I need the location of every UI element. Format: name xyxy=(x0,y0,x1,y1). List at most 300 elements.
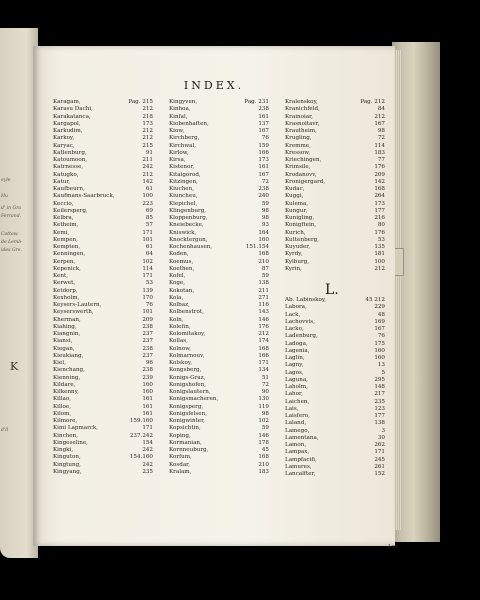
entry-page: 134 xyxy=(258,367,269,374)
entry-name: Kirlow, xyxy=(169,149,189,156)
index-entry xyxy=(169,143,269,150)
index-entry xyxy=(53,353,153,360)
entry-page: 13 xyxy=(377,362,385,369)
entry-name: Knocktergun, xyxy=(169,236,208,243)
entry-page: 114 xyxy=(142,265,153,272)
index-entry xyxy=(169,215,269,222)
index-entry xyxy=(169,454,269,461)
entry-page: 100 xyxy=(142,193,153,200)
entry-page: 215 xyxy=(142,142,153,149)
index-entry xyxy=(285,413,385,420)
entry-name: Kofel, xyxy=(169,273,186,279)
index-entry xyxy=(169,462,269,469)
entry-page: 51 xyxy=(261,374,269,381)
entry-name: Kinfal, xyxy=(169,113,188,120)
entry-page: 142 xyxy=(142,178,153,185)
entry-name: Kunigling, xyxy=(285,215,315,221)
entry-name: Kungur, xyxy=(285,207,308,214)
index-entry xyxy=(169,266,269,273)
entry-page: 167 xyxy=(374,326,385,332)
entry-page: 160 xyxy=(142,389,153,395)
entry-name: Katrnesse, xyxy=(53,164,84,171)
entry-page: 223 xyxy=(142,200,153,207)
entry-name: Laguna, xyxy=(285,376,308,383)
entry-name: Ladoga, xyxy=(285,340,308,347)
index-entry xyxy=(169,317,269,324)
entry-name: Kuggi, xyxy=(285,193,304,200)
index-entry xyxy=(285,172,385,179)
entry-page: 171 xyxy=(258,360,269,366)
entry-name: Kent, xyxy=(53,273,68,279)
catchword: Lan xyxy=(388,544,398,550)
index-entry xyxy=(53,375,153,382)
index-entry xyxy=(285,399,385,406)
entry-page: 212 xyxy=(142,171,153,178)
index-entry xyxy=(53,164,153,171)
index-entry xyxy=(169,186,269,193)
entry-name: Kolnow, xyxy=(169,345,192,352)
index-entry xyxy=(285,435,385,442)
entry-name: Lamego, xyxy=(285,427,310,434)
entry-page: 154.160 xyxy=(129,454,153,461)
index-entry xyxy=(53,106,153,113)
entry-page: 167 xyxy=(258,128,269,134)
index-entry xyxy=(169,389,269,396)
entry-name: Koln, xyxy=(169,316,184,323)
index-entry xyxy=(53,454,153,461)
index-entry xyxy=(285,297,385,304)
entry-name: Kolmarnouv, xyxy=(169,352,205,359)
page-title: INDEX. xyxy=(183,79,245,92)
index-entry xyxy=(53,302,153,309)
index-entry xyxy=(285,420,385,427)
index-entry xyxy=(169,346,269,353)
index-entry xyxy=(53,230,153,237)
index-entry xyxy=(285,266,385,273)
index-entry xyxy=(285,208,385,215)
entry-page: 178 xyxy=(258,439,269,446)
entry-name: Lamures, xyxy=(285,463,312,470)
index-entry xyxy=(285,179,385,186)
entry-name: Kingtung, xyxy=(53,461,81,468)
index-entry xyxy=(53,266,153,273)
entry-page: 171 xyxy=(142,425,153,432)
index-entry xyxy=(53,324,153,331)
index-entry xyxy=(285,341,385,348)
entry-name: Kuyuder, xyxy=(285,244,311,250)
index-entry xyxy=(285,370,385,377)
entry-page: 77 xyxy=(377,157,385,163)
entry-name: Katoumoon, xyxy=(53,157,88,163)
index-entry xyxy=(285,143,385,150)
entry-page: 168 xyxy=(258,345,269,352)
entry-page: 93 xyxy=(261,222,269,229)
index-entry xyxy=(169,164,269,171)
entry-page: 176 xyxy=(374,229,385,236)
entry-name: Konigsfelsen, xyxy=(169,410,207,417)
entry-page: 174 xyxy=(258,338,269,345)
entry-page: 139 xyxy=(142,287,153,294)
entry-name: Kimi Lapmarck, xyxy=(53,425,99,432)
entry-page: 123 xyxy=(374,405,385,412)
index-entry xyxy=(53,99,153,106)
entry-page: 119 xyxy=(258,403,269,410)
entry-page: 64 xyxy=(145,251,153,258)
index-entry xyxy=(285,230,385,237)
entry-name: Kirsa, xyxy=(169,157,186,163)
entry-name: Kemi, xyxy=(53,229,70,236)
entry-name: Kolomitakoy, xyxy=(169,331,206,337)
index-entry xyxy=(285,215,385,222)
left-page-fragment: d' in Gra xyxy=(1,206,22,211)
entry-name: Keccio, xyxy=(53,200,74,207)
index-entry xyxy=(285,384,385,391)
entry-page: 135 xyxy=(374,244,385,250)
entry-name: Kiahing, xyxy=(53,323,77,330)
entry-name: Karkoy, xyxy=(53,135,75,142)
entry-page: 238 xyxy=(142,323,153,330)
entry-page: 59 xyxy=(261,273,269,279)
left-page-fragment: Cattaw, xyxy=(1,232,19,237)
entry-page: 239 xyxy=(142,374,153,381)
entry-name: Kollas, xyxy=(169,338,188,345)
entry-name: Kongsberg, xyxy=(169,367,202,374)
index-entry xyxy=(169,425,269,432)
entry-name: Kranichfeld, xyxy=(285,106,320,113)
entry-page: Pag. 215 xyxy=(128,99,153,105)
entry-page: 72 xyxy=(261,178,269,185)
entry-name: Lack, xyxy=(285,311,301,318)
index-entry xyxy=(53,244,153,251)
index-entry xyxy=(285,464,385,471)
entry-page: 238 xyxy=(142,367,153,374)
index-entry xyxy=(53,179,153,186)
entry-page: 161 xyxy=(142,403,153,410)
index-entry xyxy=(285,362,385,369)
entry-name: Kornneuburg, xyxy=(169,447,209,453)
entry-name: Lampax, xyxy=(285,449,310,456)
entry-name: Klingenburg, xyxy=(169,207,207,214)
entry-page: 61 xyxy=(145,186,153,192)
index-entry xyxy=(285,186,385,193)
index-entry xyxy=(53,469,153,476)
entry-page: 130 xyxy=(258,396,269,403)
entry-page: 76 xyxy=(145,302,153,308)
index-entry xyxy=(169,157,269,164)
entry-name: Kaufbeurn, xyxy=(53,186,85,192)
entry-page: 161 xyxy=(258,113,269,120)
entry-name: Koge, xyxy=(169,280,186,287)
index-entry xyxy=(53,273,153,280)
entry-name: Kolskoy, xyxy=(169,360,193,366)
entry-name: Kilmore, xyxy=(53,418,78,424)
index-entry xyxy=(285,193,385,200)
bookmark-tab xyxy=(394,248,404,276)
entry-page: 69 xyxy=(145,207,153,214)
entry-page: 91 xyxy=(145,149,153,156)
index-entry xyxy=(169,404,269,411)
index-entry xyxy=(169,331,269,338)
index-column-1 xyxy=(53,99,153,476)
index-entry xyxy=(169,222,269,229)
entry-page: 218 xyxy=(142,113,153,120)
left-page-fragment: d'll xyxy=(1,428,9,433)
entry-name: Konigsperg, xyxy=(169,403,204,410)
index-entry xyxy=(53,186,153,193)
entry-page: 53 xyxy=(145,280,153,287)
entry-name: Karakatanca, xyxy=(53,113,91,120)
entry-page: 217 xyxy=(374,391,385,398)
entry-page: 209 xyxy=(374,171,385,178)
index-entry xyxy=(285,406,385,413)
entry-name: Kingki, xyxy=(53,447,74,453)
entry-page: 229 xyxy=(374,304,385,311)
index-entry xyxy=(285,355,385,362)
entry-name: Konigs-Graz, xyxy=(169,374,206,381)
index-entry xyxy=(169,411,269,418)
entry-name: Kulema, xyxy=(285,200,309,207)
index-entry xyxy=(285,114,385,121)
index-entry xyxy=(53,150,153,157)
entry-page: 238 xyxy=(258,186,269,192)
entry-name: Kelbra, xyxy=(53,215,74,221)
entry-name: Kherman, xyxy=(53,316,81,323)
left-page-fragment: eyle xyxy=(1,178,11,183)
entry-name: Koemus, xyxy=(169,258,194,265)
entry-page: 242 xyxy=(142,164,153,171)
entry-name: Krimsile, xyxy=(285,164,311,171)
entry-page: 102 xyxy=(258,418,269,424)
entry-name: Kingyang, xyxy=(53,468,82,475)
index-entry xyxy=(53,360,153,367)
index-entry xyxy=(53,114,153,121)
entry-page: 212 xyxy=(142,128,153,134)
index-entry xyxy=(285,164,385,171)
entry-name: Konigslautern, xyxy=(169,389,211,395)
entry-name: Klepichel, xyxy=(169,200,198,207)
entry-name: Kistenor, xyxy=(169,164,195,171)
entry-page: 80 xyxy=(377,222,385,229)
index-entry xyxy=(285,99,385,106)
entry-page: 173 xyxy=(374,200,385,207)
index-column-2 xyxy=(169,99,269,476)
entry-page: 237 xyxy=(142,338,153,345)
index-entry xyxy=(169,251,269,258)
index-entry xyxy=(53,447,153,454)
entry-page: 90 xyxy=(261,389,269,395)
entry-name: Lampfacifi, xyxy=(285,456,317,463)
entry-name: Lacko, xyxy=(285,326,304,332)
entry-page: 168 xyxy=(374,186,385,192)
index-entry xyxy=(169,367,269,374)
entry-page: 48 xyxy=(377,311,385,318)
entry-name: Kiow, xyxy=(169,128,185,134)
entry-page: 173 xyxy=(258,157,269,163)
entry-name: Kienchang, xyxy=(53,367,85,374)
entry-name: Kriechingen, xyxy=(285,157,322,163)
index-entry xyxy=(169,121,269,128)
entry-name: Keyserswerth, xyxy=(53,309,94,316)
entry-name: Kosdar, xyxy=(169,461,191,468)
index-entry xyxy=(53,135,153,142)
index-entry xyxy=(169,135,269,142)
index-entry xyxy=(53,411,153,418)
entry-name: Kloppenburg, xyxy=(169,215,208,221)
entry-page: 168 xyxy=(258,251,269,258)
index-entry xyxy=(169,433,269,440)
index-entry xyxy=(53,215,153,222)
index-entry xyxy=(53,440,153,447)
index-entry xyxy=(53,208,153,215)
entry-name: Kexholm, xyxy=(53,294,80,301)
index-entry xyxy=(169,295,269,302)
entry-page: 98 xyxy=(261,215,269,221)
index-entry xyxy=(285,106,385,113)
entry-name: Laland, xyxy=(285,420,307,427)
index-entry xyxy=(53,346,153,353)
entry-page: 85 xyxy=(145,215,153,221)
index-entry xyxy=(169,106,269,113)
left-page-letter: K xyxy=(10,360,19,373)
entry-page: 237.242 xyxy=(129,432,153,439)
left-page-fragment: de Lemb- xyxy=(1,240,23,245)
entry-name: Kiansi, xyxy=(53,338,73,345)
entry-name: Kitaigorod, xyxy=(169,171,201,178)
entry-page: 210 xyxy=(258,258,269,265)
index-entry xyxy=(285,348,385,355)
entry-name: Kressow, xyxy=(285,149,311,156)
index-entry xyxy=(53,237,153,244)
index-entry xyxy=(285,251,385,258)
entry-page: 98 xyxy=(377,128,385,134)
entry-page: 183 xyxy=(374,149,385,156)
index-entry xyxy=(169,353,269,360)
index-entry xyxy=(53,259,153,266)
entry-name: Kiangnin, xyxy=(53,331,81,337)
entry-page: 183 xyxy=(258,468,269,475)
entry-page: 45 212 xyxy=(365,297,385,303)
entry-name: Laichen, xyxy=(285,398,310,405)
index-entry xyxy=(53,367,153,374)
index-entry xyxy=(169,259,269,266)
entry-page: 209 xyxy=(142,316,153,323)
entry-name: Kneiebecke, xyxy=(169,222,204,229)
entry-name: Krasnoitavr, xyxy=(285,120,320,127)
entry-name: Kronigergard, xyxy=(285,178,326,185)
entry-name: Krautheim, xyxy=(285,128,317,134)
entry-name: Katlenburg, xyxy=(53,149,87,156)
entry-page: 212 xyxy=(142,135,153,142)
entry-name: Kiel, xyxy=(53,360,66,366)
entry-name: Lahor, xyxy=(285,391,303,398)
index-entry xyxy=(169,440,269,447)
index-entry xyxy=(53,317,153,324)
index-entry xyxy=(169,179,269,186)
index-entry xyxy=(53,128,153,135)
index-entry xyxy=(53,396,153,403)
index-entry xyxy=(53,295,153,302)
entry-page: 271 xyxy=(258,294,269,301)
entry-page: 152 xyxy=(374,471,385,477)
entry-page: 170 xyxy=(142,294,153,301)
index-entry xyxy=(169,302,269,309)
entry-page: 161 xyxy=(142,396,153,403)
index-entry xyxy=(285,312,385,319)
index-entry xyxy=(169,418,269,425)
entry-page: 148 xyxy=(374,384,385,390)
entry-page: 116 xyxy=(258,302,269,308)
entry-page: 76 xyxy=(377,333,385,340)
index-entry xyxy=(53,143,153,150)
index-entry xyxy=(169,244,269,251)
entry-name: Ladenburg, xyxy=(285,333,318,340)
entry-page: 295 xyxy=(374,376,385,383)
entry-page: 264 xyxy=(374,193,385,200)
entry-name: Lamon, xyxy=(285,442,307,448)
entry-page: 176 xyxy=(374,164,385,171)
entry-page: 237 xyxy=(142,352,153,359)
entry-name: Katur, xyxy=(53,178,71,185)
entry-name: Kurich, xyxy=(285,229,306,236)
entry-page: 143 xyxy=(258,309,269,316)
entry-name: Kingeseline, xyxy=(53,439,88,446)
entry-page: 137 xyxy=(258,120,269,127)
index-entry xyxy=(53,382,153,389)
entry-page: 235 xyxy=(374,398,385,405)
entry-page: 3 xyxy=(381,427,385,434)
entry-name: Labora, xyxy=(285,304,307,311)
entry-page: 72 xyxy=(261,381,269,388)
entry-page: 210 xyxy=(258,461,269,468)
entry-name: Konigsmacheren, xyxy=(169,396,219,403)
entry-name: Karyac, xyxy=(53,142,75,149)
entry-page: 212 xyxy=(258,331,269,337)
entry-page: 151.154 xyxy=(245,244,269,250)
index-entry xyxy=(285,428,385,435)
entry-name: Kinchen, xyxy=(53,432,78,439)
index-entry xyxy=(285,457,385,464)
index-entry xyxy=(285,150,385,157)
index-entry xyxy=(169,382,269,389)
entry-name: Kerpen, xyxy=(53,258,76,265)
entry-page: Pag. 212 xyxy=(360,99,385,105)
index-entry xyxy=(53,338,153,345)
entry-name: Lagos, xyxy=(285,369,304,376)
entry-page: 164 xyxy=(258,229,269,236)
entry-page: 5 xyxy=(381,369,385,376)
entry-name: Koden, xyxy=(169,251,189,258)
index-entry xyxy=(53,157,153,164)
index-entry xyxy=(169,201,269,208)
index-entry xyxy=(285,391,385,398)
entry-name: Kingyven, xyxy=(169,99,198,105)
index-entry xyxy=(169,128,269,135)
index-entry xyxy=(169,172,269,179)
entry-name: Kormanian, xyxy=(169,439,202,446)
entry-page: 175 xyxy=(374,340,385,347)
entry-page: 235 xyxy=(142,468,153,475)
entry-page: 245 xyxy=(374,456,385,463)
entry-page: 59 xyxy=(261,425,269,432)
entry-page: 138 xyxy=(374,420,385,427)
index-entry xyxy=(53,309,153,316)
entry-name: Kerwet, xyxy=(53,280,76,287)
entry-name: Kiobenhaften, xyxy=(169,120,209,127)
index-entry xyxy=(169,237,269,244)
entry-name: Lagny, xyxy=(285,362,304,369)
index-entry xyxy=(53,280,153,287)
entry-name: Kiegan, xyxy=(53,345,75,352)
